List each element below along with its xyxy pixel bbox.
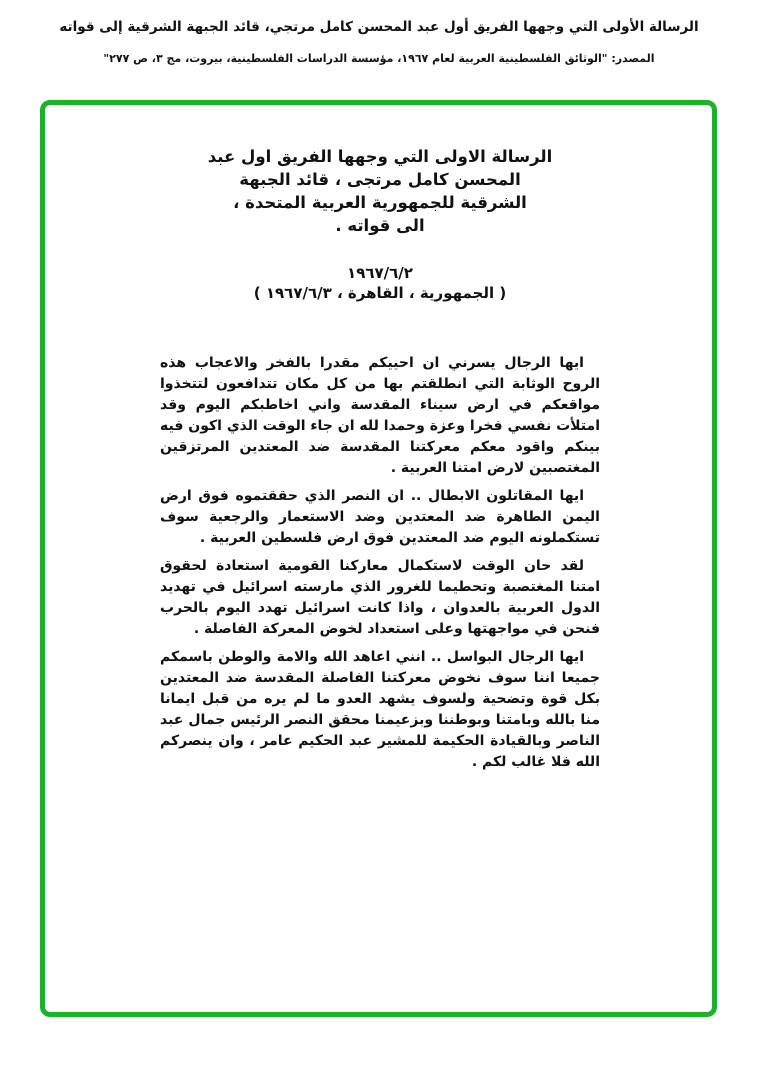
letter-dateline [160, 263, 600, 303]
letter-paragraph: ايها المقاتلون الابطال .. ان النصر الذي حققتموه فوق ارض اليمن الطاهرة ضد المعتدين وضد الاستعمار والرجعية سوف تستكملونه اليوم ضد المعتدين فوق ارض فلسطين العربية . [160, 488, 600, 546]
page-header-title: الرسالة الأولى التي وجهها الفريق أول عبد المحسن كامل مرتجي، قائد الجبهة الشرقية إلى قواته [59, 19, 699, 35]
letter-title-line: الرسالة الاولى التي وجهها الفريق اول عبد [207, 147, 553, 166]
letter-title-line: المحسن كامل مرتجى ، قائد الجبهة [239, 170, 521, 189]
letter-date: ١٩٦٧/٦/٢ [347, 264, 413, 282]
letter-title-line: الى قواته . [335, 216, 425, 235]
green-document-frame [40, 100, 717, 1017]
letter-date-place: ( الجمهورية ، القاهرة ، ١٩٦٧/٦/٣ ) [253, 284, 507, 302]
letter-paragraphs [160, 353, 600, 773]
letter-paragraph: ايها الرجال البواسل .. انني اعاهد الله والامة والوطن باسمكم جميعا اننا سوف نخوض معركتنا الفاصلة المقدسة ضد المعتدين بكل قوة وتضحية ولسوف يشهد العدو ما لم يره من قبل ايمانا منا بالله وبامتنا وبوطننا وبزعيمنا محقق النصر الرئيس جمال عبد الناصر وبالقيادة الحكيمة للمشير عبد الحكيم عامر ، وان ينصركم الله فلا غالب لكم . [160, 649, 600, 770]
letter-paragraph: ايها الرجال يسرني ان احييكم مقدرا بالفخر والاعجاب هذه الروح الوثابة التي انطلقتم بها من كل مكان تتدافعون لتتخذوا مواقعكم في ارض سيناء المقدسة واني اخاطبكم اليوم وقد امتلأت نفسي فخرا وعزة وحمدا لله ان جاء الوقت الذي اكون فيه بينكم واقود معكم معركتنا المقدسة ضد المعتدين المرتزقين المغتصبين لارض امتنا العربية . [160, 355, 600, 476]
letter-title [160, 145, 600, 237]
letter-title-line: الشرقية للجمهورية العربية المتحدة ، [233, 193, 527, 212]
letter-body [160, 145, 600, 813]
letter-paragraph: لقد حان الوقت لاستكمال معاركنا القومية استعادة لحقوق امتنا المغتصبة وتحطيما للغرور الذي مارسته اسرائيل في تهديد الدول العربية بالعدوان ، واذا كانت اسرائيل تهدد اليوم بالحرب فنحن في مواجهتها وعلى استعداد لخوض المعركة الفاصلة . [160, 558, 600, 637]
page-header-source: المصدر: "الوثائق الفلسطينية العربية لعام ١٩٦٧، مؤسسة الدراسات الفلسطينية، بيروت، مج ٣، ص ٢٧٧" [103, 52, 655, 65]
